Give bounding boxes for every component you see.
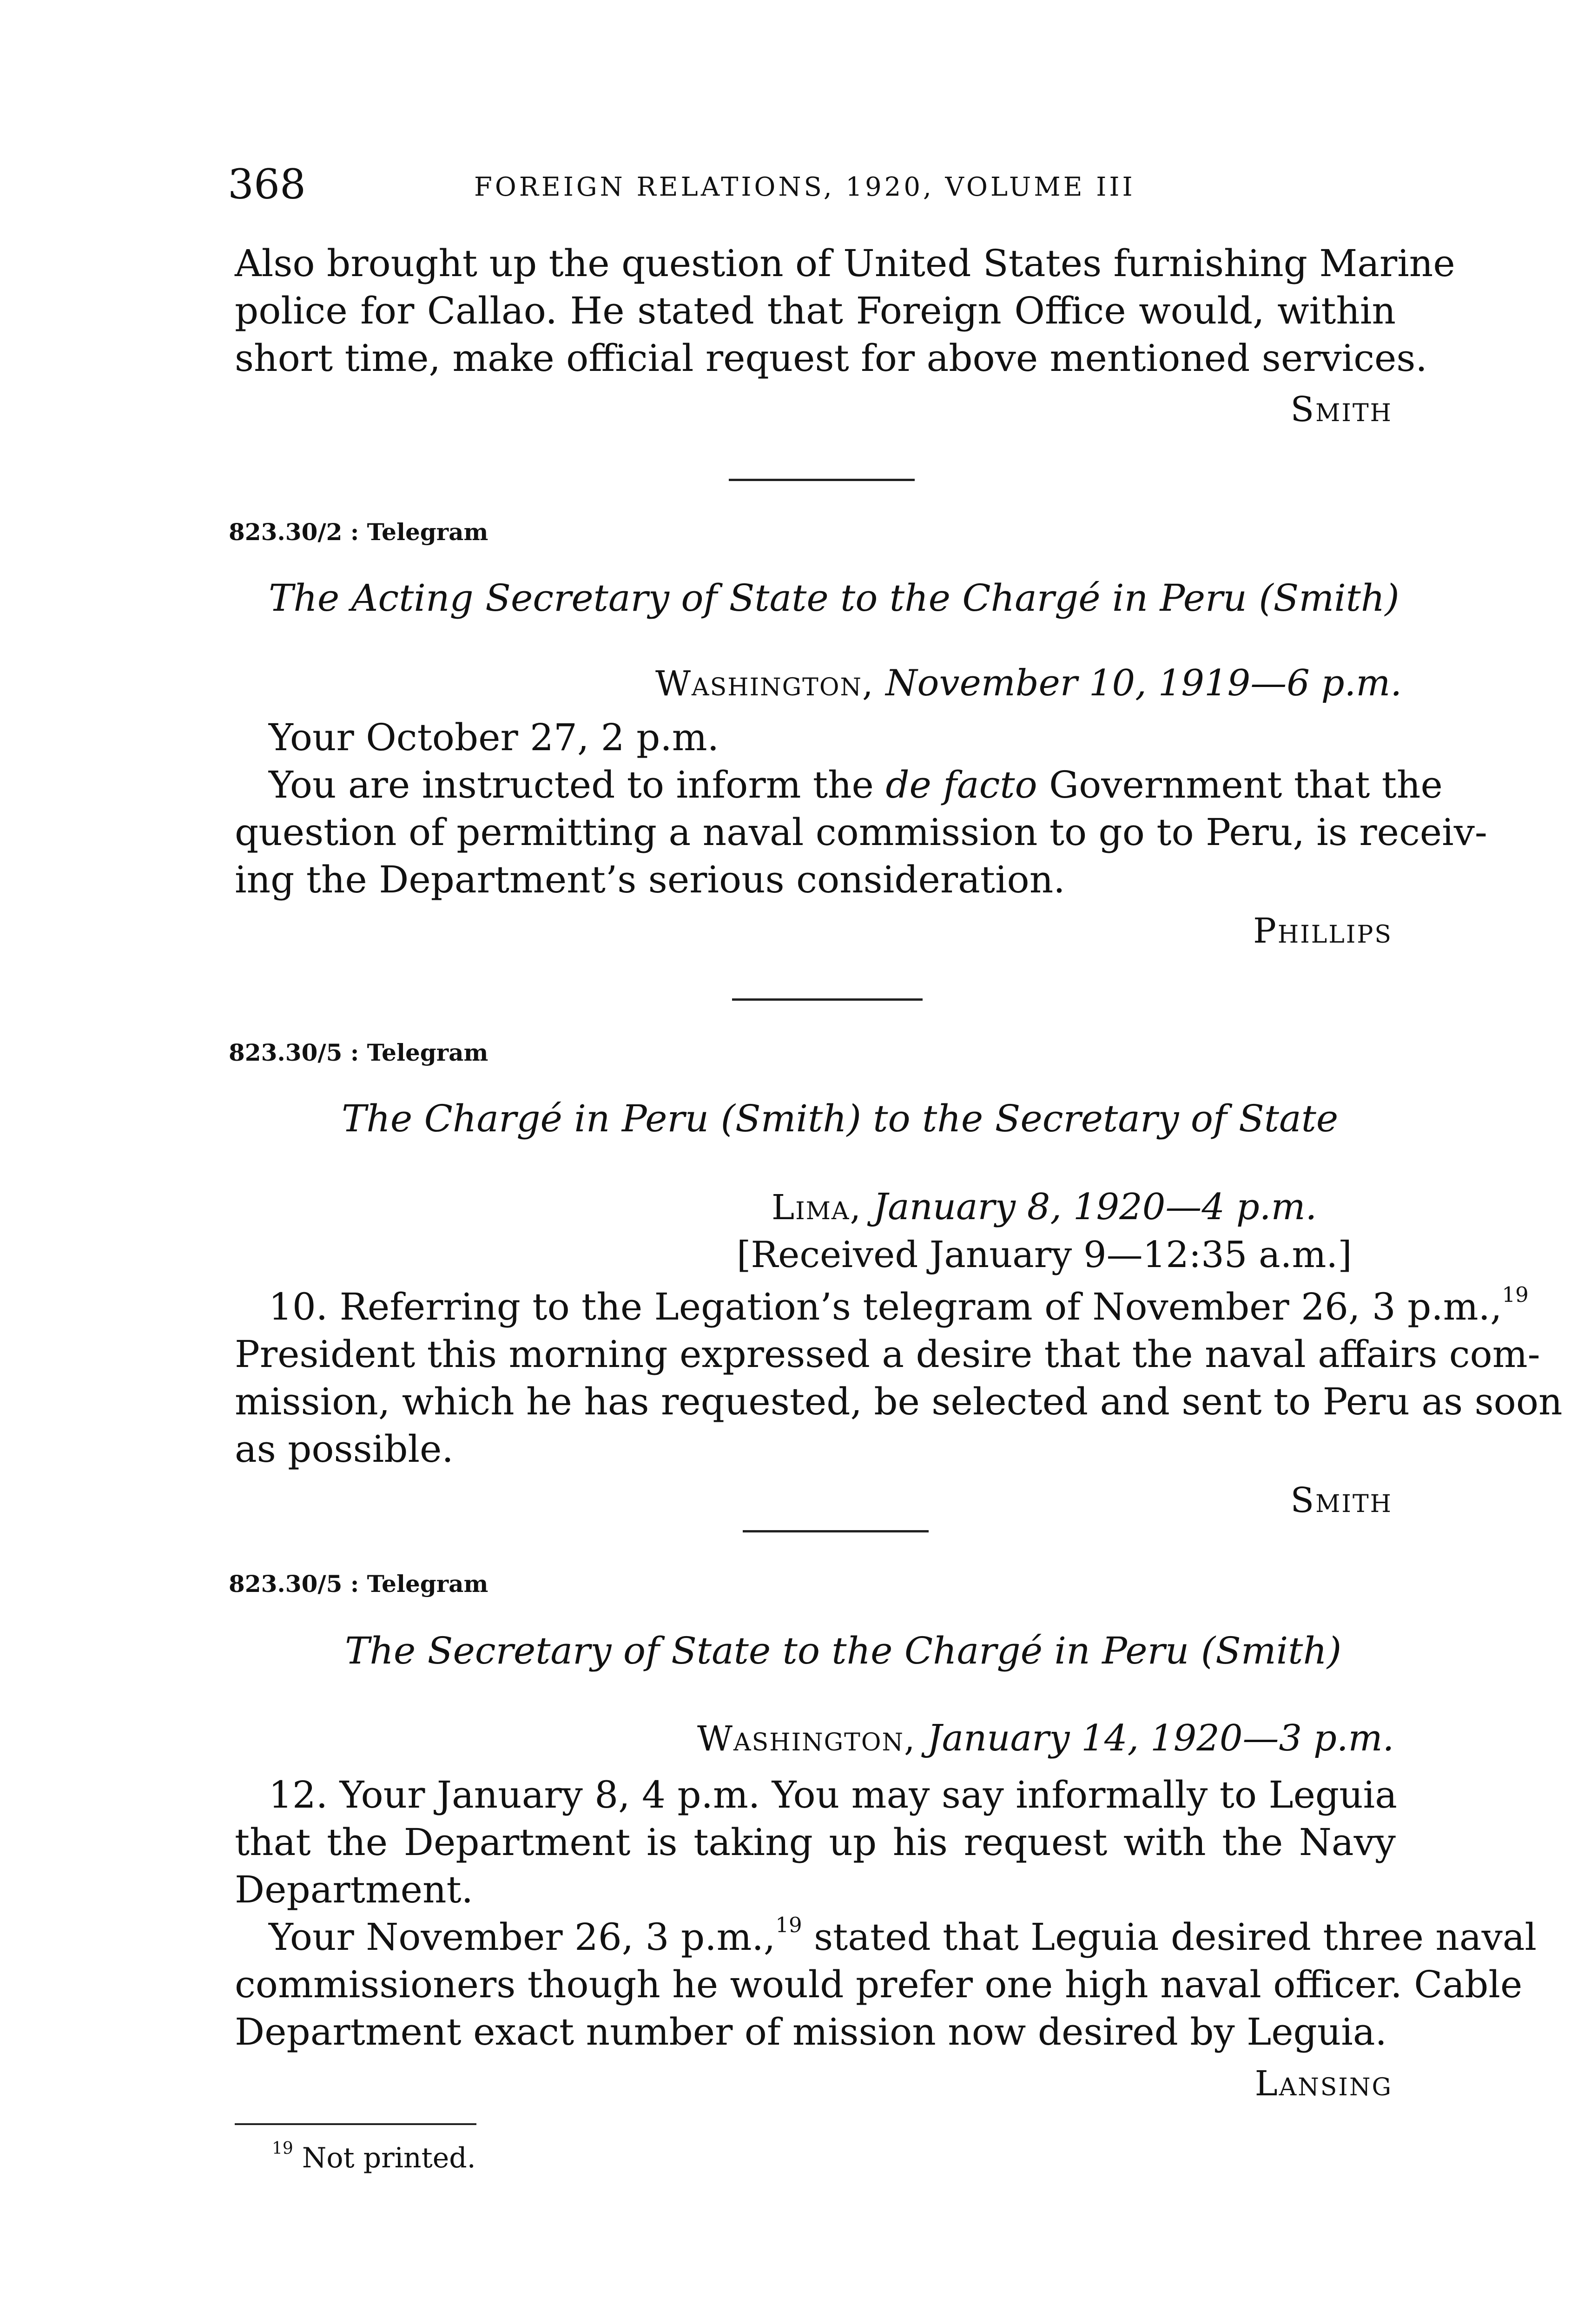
dateline [655, 662, 1402, 704]
paragraph-line: Your October 27, 2 p.m. [269, 716, 719, 759]
paragraph-line: Department exact number of mission now desired by Leguia. [235, 2010, 1387, 2053]
document-title: The Secretary of State to the Chargé in Peru (Smith) [345, 1629, 1342, 1672]
paragraph-line: that the Department is taking up his request with the Navy [235, 1821, 1396, 1864]
intro-line: short time, make official request for above mentioned services. [235, 337, 1427, 380]
signature-smith: Smith [1290, 1480, 1393, 1520]
dateline [697, 1717, 1394, 1759]
footnote-text: Not printed. [302, 2142, 476, 2174]
footnote-marker: 19 [1502, 1282, 1529, 1307]
footnote-marker: 19 [272, 2139, 293, 2158]
de-facto-phrase: de facto [885, 763, 1037, 806]
paragraph-line: President this morning expressed a desire that the naval affairs com- [235, 1333, 1540, 1376]
section-divider [729, 479, 915, 481]
running-title: FOREIGN RELATIONS, 1920, VOLUME III [474, 172, 1135, 202]
dateline [772, 1186, 1317, 1228]
document-title: The Acting Secretary of State to the Chargé in Peru (Smith) [269, 576, 1399, 620]
intro-line: police for Callao. He stated that Foreign Office would, within [235, 289, 1396, 332]
paragraph-line: 12. Your January 8, 4 p.m. You may say informally to Leguia [269, 1773, 1397, 1816]
paragraph-line: ing the Department’s serious consideration. [235, 858, 1065, 901]
dateline-place: Washington, [697, 1719, 916, 1759]
dateline-date: January 14, 1920—3 p.m. [927, 1717, 1394, 1759]
signature-phillips: Phillips [1253, 911, 1393, 951]
document-title: The Chargé in Peru (Smith) to the Secretary of State [342, 1097, 1339, 1140]
paragraph-line: Department. [235, 1868, 474, 1911]
page-number: 368 [228, 160, 306, 208]
section-divider [732, 998, 923, 1001]
received-line: [Received January 9—12:35 a.m.] [737, 1234, 1352, 1276]
document-reference: 823.30/5 : Telegram [229, 1570, 488, 1598]
paragraph-line: 10. Referring to the Legation’s telegram of November 26, 3 p.m.,$^{19}$ [269, 1282, 1529, 1328]
paragraph-line: question of permitting a naval commission to go to Peru, is receiv- [235, 811, 1487, 854]
document-reference: 823.30/5 : Telegram [229, 1039, 488, 1066]
dateline-place: Washington, [655, 664, 874, 704]
signature-lansing: Lansing [1254, 2064, 1393, 2104]
footnote [272, 2139, 476, 2174]
dateline-date: January 8, 1920—4 p.m. [873, 1186, 1317, 1228]
paragraph-line: commissioners though he would prefer one high naval officer. Cable [235, 1963, 1523, 2006]
footnote-rule [235, 2123, 476, 2125]
paragraph-line: as possible. [235, 1427, 454, 1471]
document-reference: 823.30/2 : Telegram [229, 518, 488, 546]
paragraph-line: mission, which he has requested, be selected and sent to Peru as soon [235, 1380, 1563, 1423]
footnote-marker: 19 [775, 1913, 802, 1937]
dateline-date: November 10, 1919—6 p.m. [885, 662, 1402, 704]
intro-line: Also brought up the question of United States furnishing Marine [235, 242, 1455, 285]
signature-smith: Smith [1290, 390, 1393, 429]
dateline-place: Lima, [772, 1188, 862, 1228]
paragraph-line: You are instructed to inform the de facto Government that the [269, 763, 1443, 806]
paragraph-line: Your November 26, 3 p.m.,$^{19}$ stated that Leguia desired three naval [269, 1913, 1537, 1959]
section-divider [743, 1530, 929, 1532]
